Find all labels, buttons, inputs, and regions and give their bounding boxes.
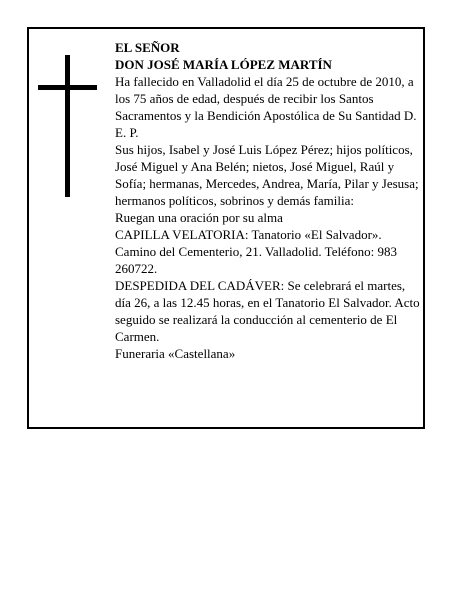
funeral-details: DESPEDIDA DEL CADÁVER: Se celebrará el martes, día 26, a las 12.45 horas, en el Tanatorio El Salvador. Acto seguido se realizará la conducción al cementerio de El Carmen. xyxy=(115,278,420,344)
death-announcement: Ha fallecido en Valladolid el día 25 de octubre de 2010, a los 75 años de edad, después de recibir los Santos Sacramentos y la Bendición Apostólica de Su Santidad D. E. P. xyxy=(115,74,417,140)
family-list: Sus hijos, Isabel y José Luis López Pérez; hijos políticos, José Miguel y Ana Belén; nietos, José Miguel, Raúl y Sofía; hermanas, Mercedes, Andrea, María, Pilar y Jesusa; hermanos políticos, sobrinos y demás familia: xyxy=(115,142,419,208)
cross-icon-vertical-bar xyxy=(65,55,70,197)
deceased-name: DON JOSÉ MARÍA LÓPEZ MARTÍN xyxy=(115,57,332,72)
cross-icon-horizontal-bar xyxy=(38,85,97,90)
obituary-text xyxy=(115,39,421,362)
funeral-home: Funeraria «Castellana» xyxy=(115,346,236,361)
wake-location: CAPILLA VELATORIA: Tanatorio «El Salvador». Camino del Cementerio, 21. Valladolid. Teléfono: 983 260722. xyxy=(115,227,398,276)
notice-header-title: EL SEÑOR xyxy=(115,40,180,55)
prayer-request: Ruegan una oración por su alma xyxy=(115,210,283,225)
